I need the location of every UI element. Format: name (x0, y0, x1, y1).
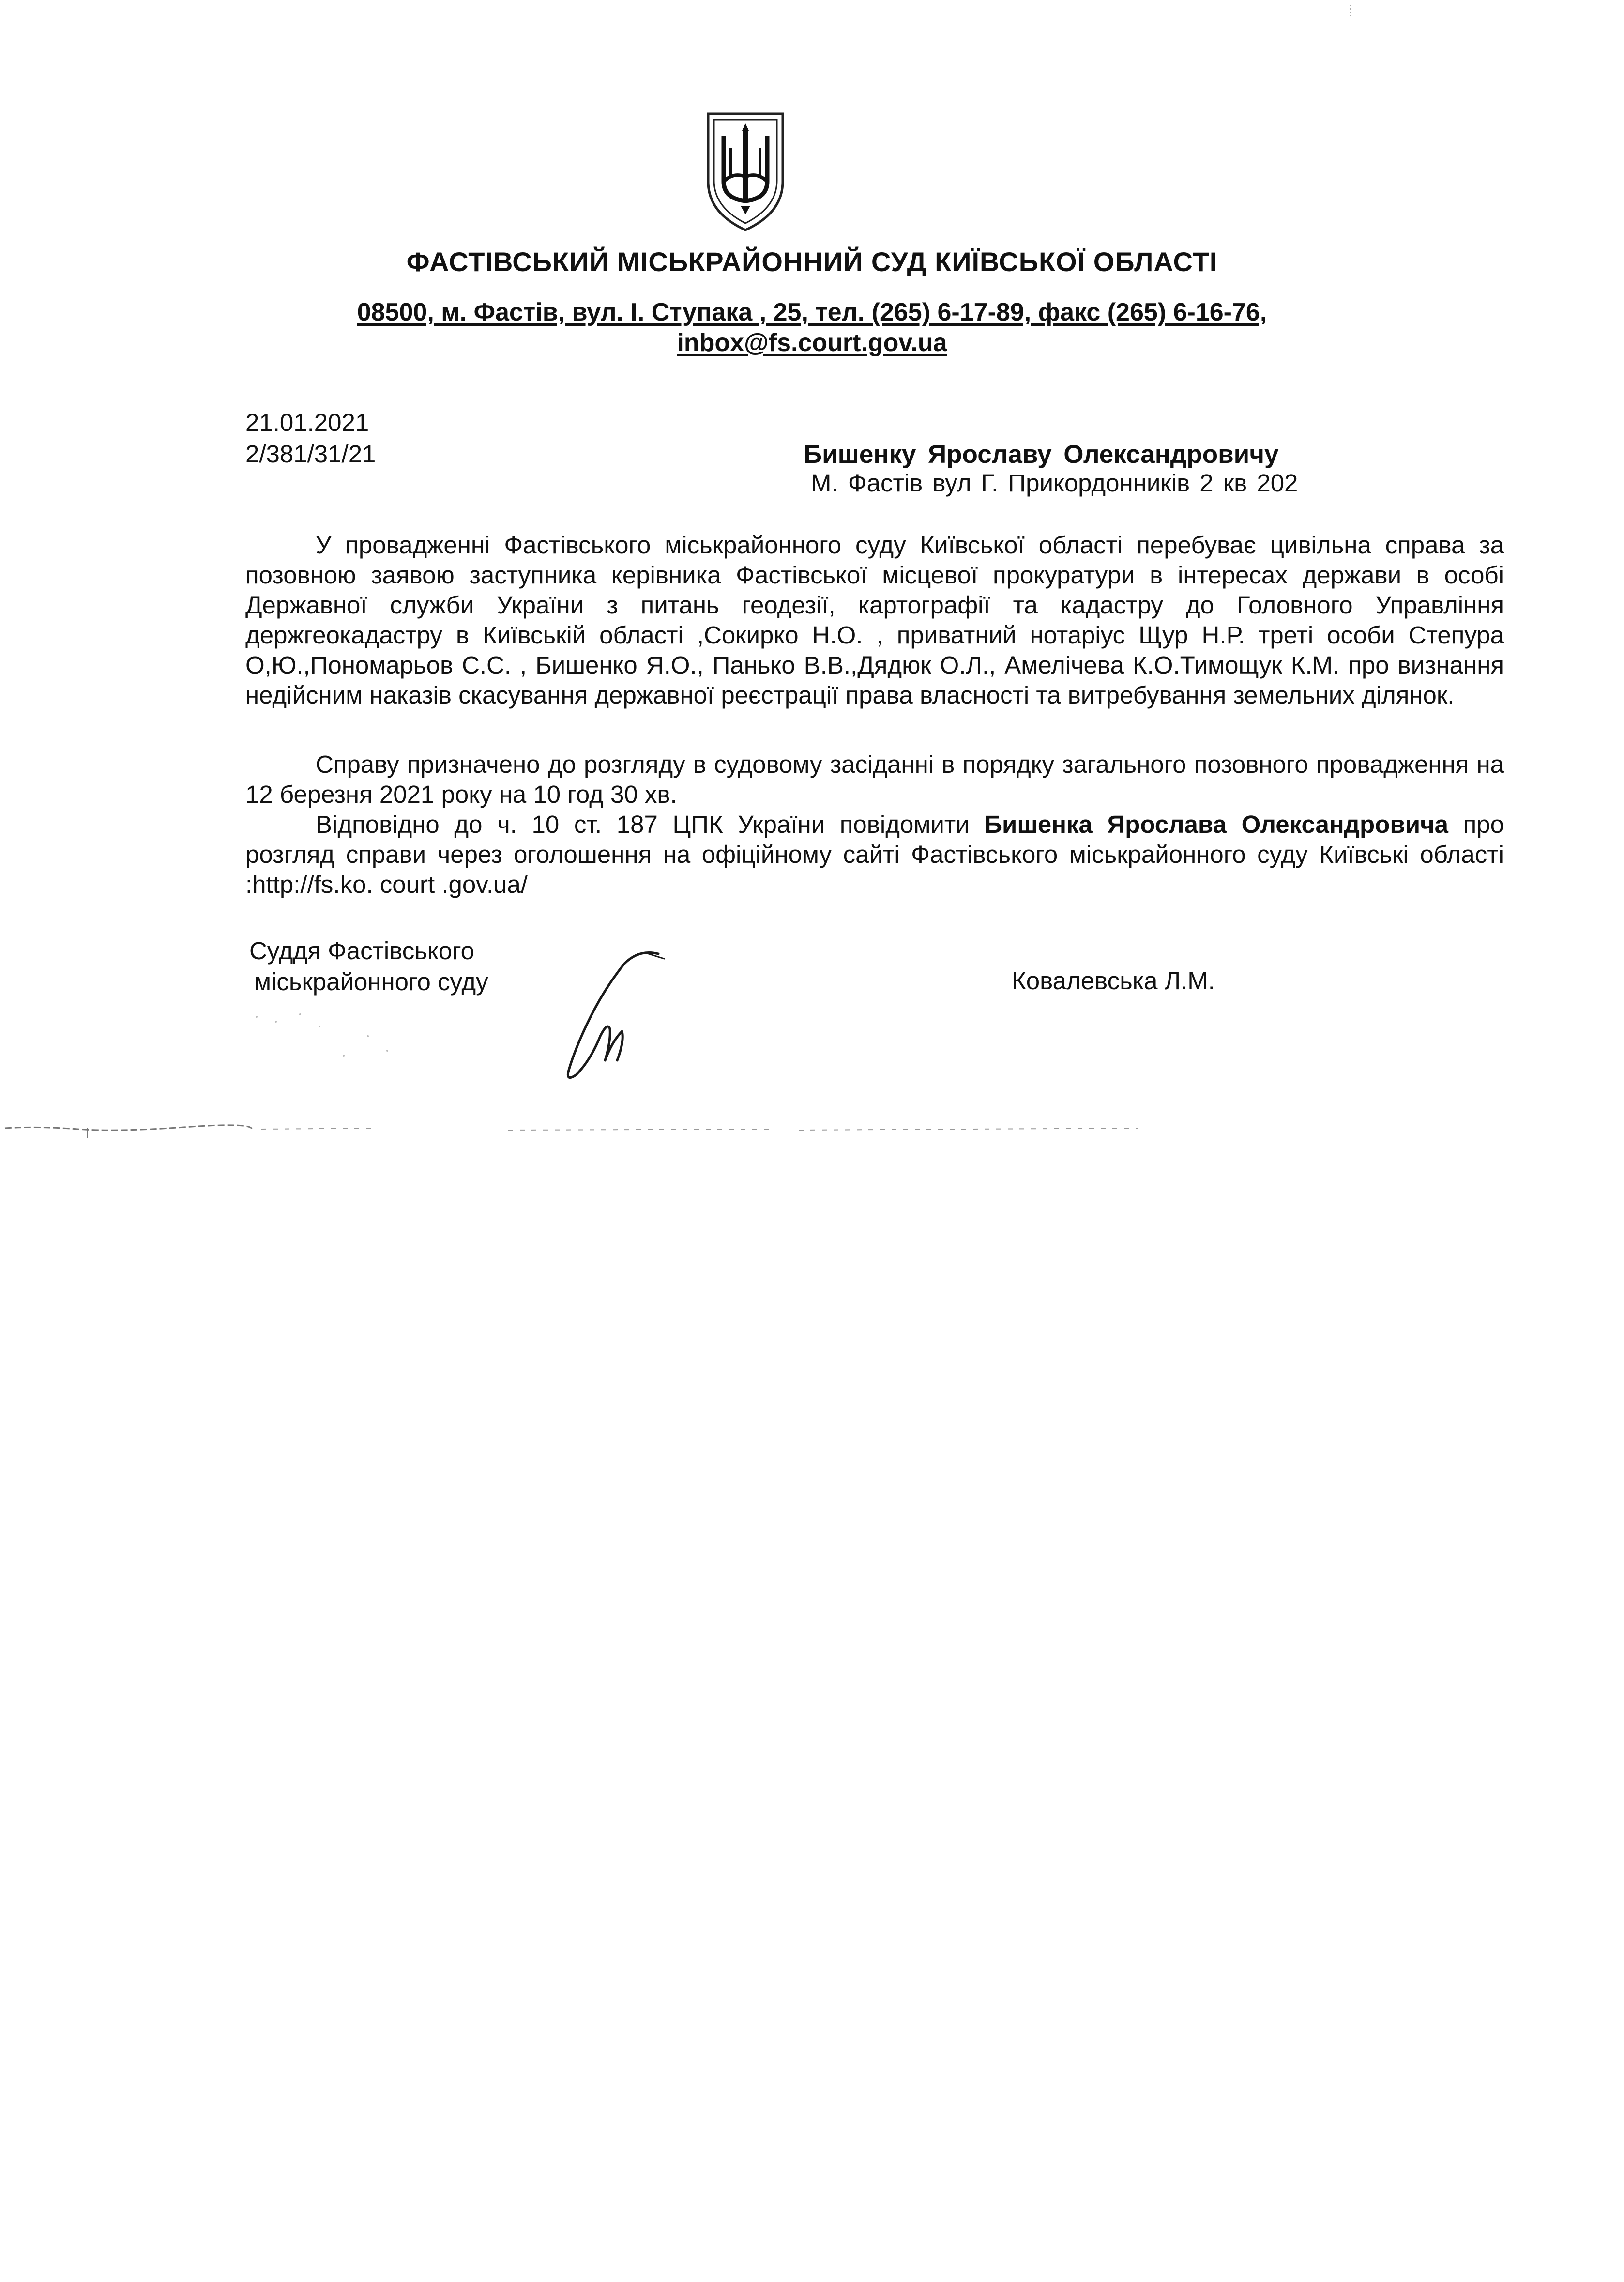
paragraph-text: У провадженні Фастівського міськрайонного суду Київської області перебуває цивільна справа за позовною заявою заступника керівника Фастівської місцевої прокуратури в інтересах держави в особі Державної служби України з питань геодезії, картографії та кадастру до Головного Управління держгеокадастру в Київській області ,Сокирко Н.О. , приватний нотаріус Щур Н.Р. треті особи Степура О,Ю.,Пономарьов С.С. , Бишенко Я.О., Панько В.В.,Дядюк О.Л., Амелічева К.О.Тимощук К.М. про визнання недійсним наказів скасування державної реєстрації права власності та витребування земельних ділянок. (245, 531, 1504, 709)
scan-artifact (1346, 4, 1355, 18)
recipient-name: Бишенку Ярославу Олександровичу (804, 440, 1279, 469)
court-address: 08500, м. Фастів, вул. І. Ступака , 25, тел. (265) 6-17-89, факс (265) 6-16-76, (357, 298, 1267, 326)
scan-artifact (247, 1007, 402, 1065)
paragraph-text-part: Відповідно до ч. 10 ст. 187 ЦПК України повідомити (316, 811, 985, 838)
judge-title-line: Суддя Фастівського (249, 937, 474, 965)
body-paragraph (245, 810, 1504, 900)
recipient-address: М. Фастів вул Г. Прикордонників 2 кв 202 (811, 469, 1298, 497)
document-date: 21.01.2021 (245, 409, 369, 436)
handwritten-signature (557, 944, 668, 1089)
court-name: ФАСТІВСЬКИЙ МІСЬКРАЙОННИЙ СУД КИЇВСЬКОЇ ОБЛАСТІ (406, 246, 1218, 277)
document-number: 2/381/31/21 (245, 440, 376, 468)
paragraph-text-part: про розгляд справи через оголошення на офіційному сайті Фастівського міськрайонного суду Київські області :http://fs.ko. court .gov.ua/ (245, 811, 1504, 898)
scan-artifact-line (0, 1118, 1142, 1138)
court-email: inbox@fs.court.gov.ua (677, 329, 947, 357)
judge-title-line: міськрайонного суду (254, 968, 488, 996)
paragraph-text: Справу призначено до розгляду в судовому засіданні в порядку загального позовного провадження на 12 березня 2021 року на 10 год 30 хв. (245, 750, 1504, 808)
judge-name: Ковалевська Л.М. (1012, 967, 1215, 995)
paragraph-text (245, 810, 1504, 900)
coat-of-arms-icon (704, 109, 787, 235)
body-paragraph (245, 530, 1504, 710)
defendant-name-bold: Бишенка Ярослава Олександровича (984, 811, 1449, 838)
judge-title (249, 935, 488, 997)
body-paragraph (245, 750, 1504, 810)
